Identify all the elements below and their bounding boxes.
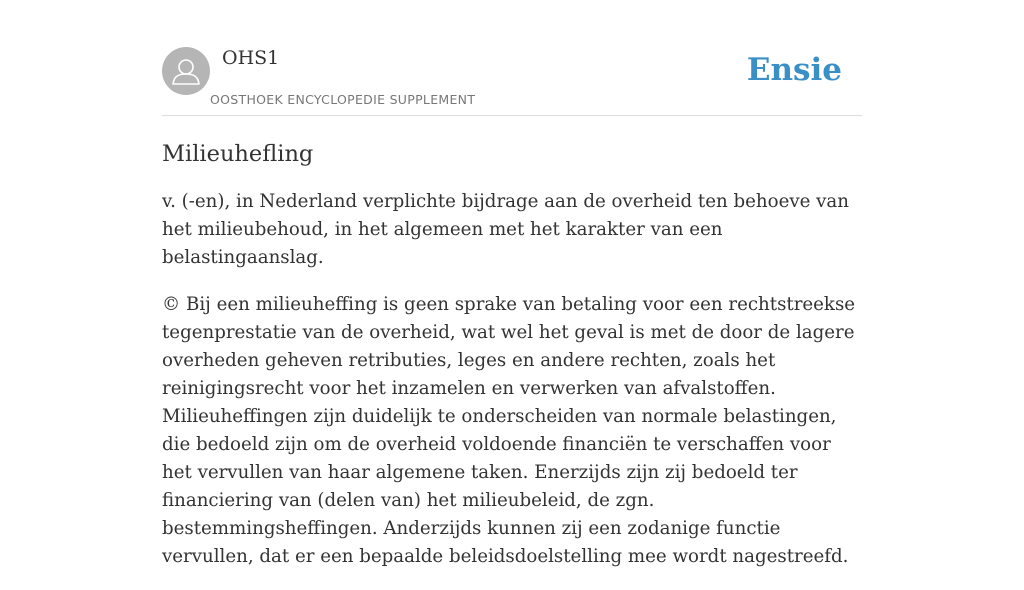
page-title: Milieuhefling [162, 141, 314, 167]
article-paragraph: © Bij een milieuheffing is geen sprake van betaling voor een rechtstreekse tegenprestatie van de overheid, wat wel het geval is met de door de lagere overheden geheven retributies, leges en andere rechten, zoals het reinigingsrecht voor het inzamelen en verwerken van afvalstoffen. Milieuheffingen zijn duidelijk te onderscheiden van normale belastingen, die bedoeld zijn om de overheid voldoende financiën te verschaffen voor het vervullen van haar algemene taken. Enerzijds zijn zij bedoeld ter financiering van (delen van) het milieubeleid, de zgn. bestemmingsheffingen. Anderzijds kunnen zij een zodanige functie vervullen, dat er een bepaalde beleidsdoelstelling mee wordt nagestreefd. [162, 294, 856, 567]
article-content [162, 138, 862, 590]
source-label[interactable]: OOSTHOEK ENCYCLOPEDIE SUPPLEMENT [210, 92, 476, 107]
article-paragraph: v. (-en), in Nederland verplichte bijdrage aan de overheid ten behoeve van het milieubehoud, in het algemeen met het karakter van een belastingaanslag. [162, 191, 849, 268]
author-link[interactable]: OHS1 [222, 47, 280, 69]
user-silhouette-icon[interactable] [162, 47, 210, 95]
ensie-logo[interactable]: Ensie [746, 52, 842, 88]
article-header [162, 40, 862, 116]
